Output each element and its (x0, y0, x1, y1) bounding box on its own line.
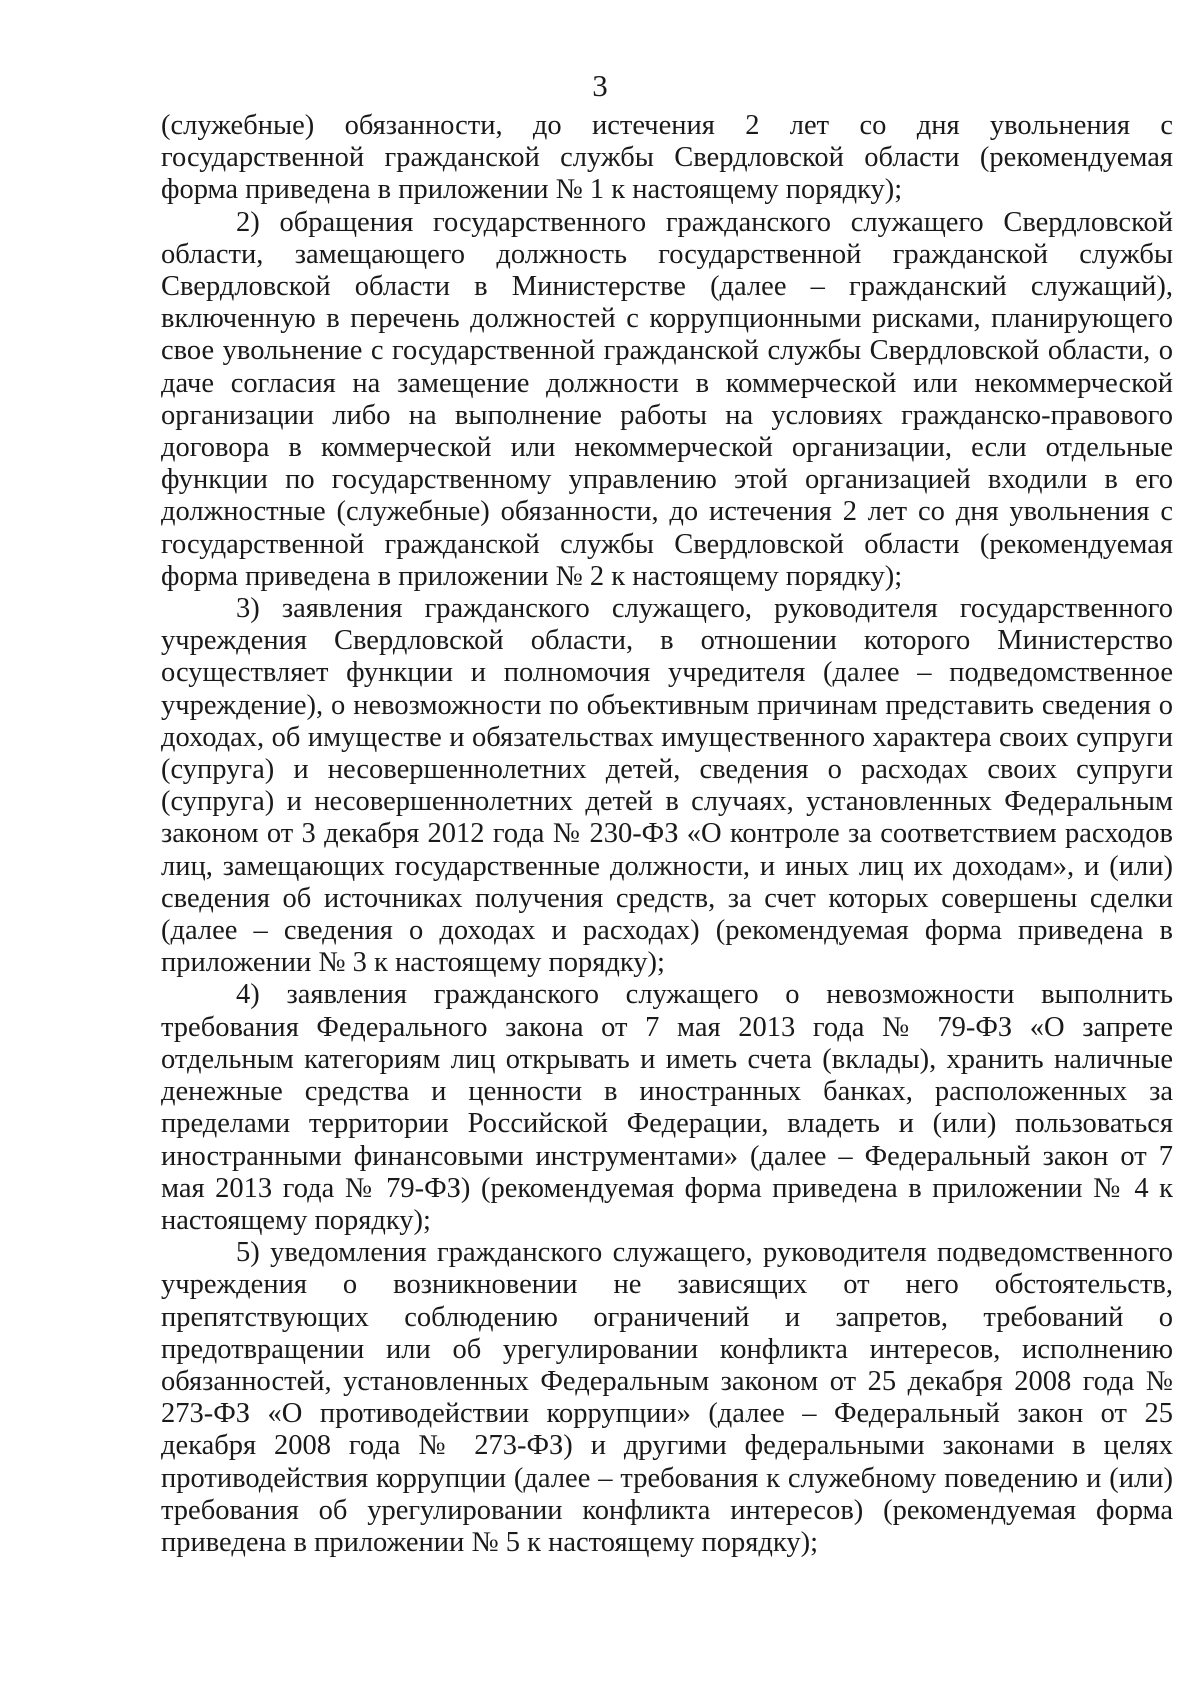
page-number: 3 (592, 68, 608, 103)
paragraph-item-3: 3) заявления гражданского служащего, руководителя государственного учреждения Свердловской области, в отношении которого Министерство осуществляет функции и полномочия учредителя (далее – подведомственное учреждение), о невозможности по объективным причинам представить сведения о доходах, об имуществе и обязательствах имущественного характера своих супруги (супруга) и несовершеннолетних детей, сведения о расходах своих супруги (супруга) и несовершеннолетних детей в случаях, установленных Федеральным законом от 3 декабря 2012 года № 230-ФЗ «О контроле за соответствием расходов лиц, замещающих государственные должности, и иных лиц их доходам», и (или) сведения об источниках получения средств, за счет которых совершены сделки (далее – сведения о доходах и расходах) (рекомендуемая форма приведена в приложении № 3 к настоящему порядку); (161, 593, 1173, 979)
paragraph-item-5: 5) уведомления гражданского служащего, руководителя подведомственного учреждения о возникновении не зависящих от него обстоятельств, препятствующих соблюдению ограничений и запретов, требований о предотвращении или об урегулировании конфликта интересов, исполнению обязанностей, установленных Федеральным законом от 25 декабря 2008 года № 273-ФЗ «О противодействии коррупции» (далее – Федеральный закон от 25 декабря 2008 года № 273-ФЗ) и другими федеральными законами в целях противодействия коррупции (далее – требования к служебному поведению и (или) требования об урегулировании конфликта интересов) (рекомендуемая форма приведена в приложении № 5 к настоящему порядку); (161, 1237, 1173, 1558)
paragraph-continuation: (служебные) обязанности, до истечения 2 лет со дня увольнения с государственной гражданской службы Свердловской области (рекомендуемая форма приведена в приложении № 1 к настоящему порядку); (161, 110, 1173, 206)
document-body (161, 110, 1173, 1559)
paragraph-item-2: 2) обращения государственного гражданского служащего Свердловской области, замещающего должность государственной гражданской службы Свердловской области в Министерстве (далее – гражданский служащий), включенную в перечень должностей с коррупционными рисками, планирующего свое увольнение с государственной гражданской службы Свердловской области, о даче согласия на замещение должности в коммерческой или некоммерческой организации либо на выполнение работы на условиях гражданско-правового договора в коммерческой или некоммерческой организации, если отдельные функции по государственному управлению этой организацией входили в его должностные (служебные) обязанности, до истечения 2 лет со дня увольнения с государственной гражданской службы Свердловской области (рекомендуемая форма приведена в приложении № 2 к настоящему порядку); (161, 206, 1173, 592)
paragraph-item-4: 4) заявления гражданского служащего о невозможности выполнить требования Федерального закона от 7 мая 2013 года № 79-ФЗ «О запрете отдельным категориям лиц открывать и иметь счета (вклады), хранить наличные денежные средства и ценности в иностранных банках, расположенных за пределами территории Российской Федерации, владеть и (или) пользоваться иностранными финансовыми инструментами» (далее – Федеральный закон от 7 мая 2013 года № 79-ФЗ) (рекомендуемая форма приведена в приложении № 4 к настоящему порядку); (161, 979, 1173, 1236)
